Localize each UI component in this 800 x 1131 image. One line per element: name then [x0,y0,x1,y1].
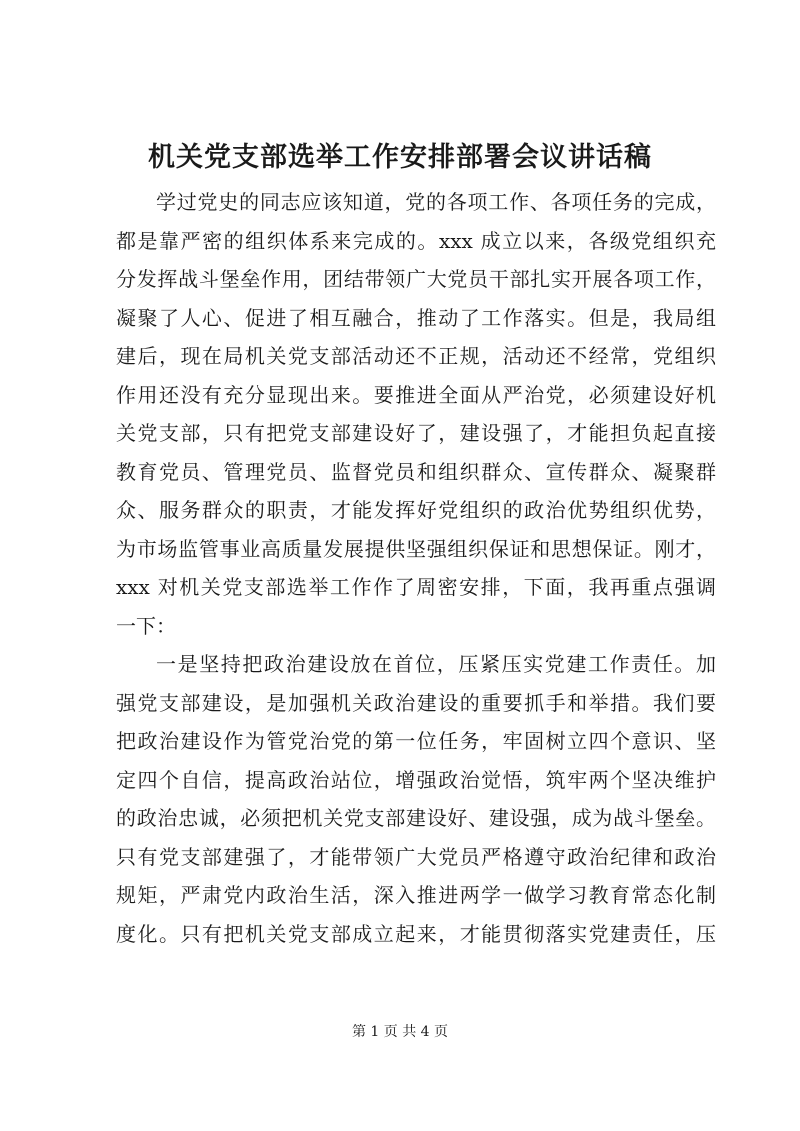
paragraph-line: 关党支部，只有把党支部建设好了，建设强了，才能担负起直接 [116,421,716,445]
paragraph-line: 众、服务群众的职责，才能发挥好党组织的政治优势组织优势， [116,498,716,522]
paragraph-line: 教育党员、管理党员、监督党员和组织群众、宣传群众、凝聚群 [116,459,716,484]
paragraph-line: 定四个自信，提高政治站位，增强政治觉悟，筑牢两个坚决维护 [116,767,716,792]
paragraph-line: 学过党史的同志应该知道，党的各项工作、各项任务的完成， [156,190,716,214]
paragraph-line: 建后，现在局机关党支部活动还不正规，活动还不经常，党组织 [116,344,716,368]
document-title: 机关党支部选举工作安排部署会议讲话稿 [148,142,652,173]
paragraph-2 [116,645,716,953]
page-footer: 第 1 页 共 4 页 [351,1024,449,1040]
paragraph-line: 强党支部建设，是加强机关政治建设的重要抓手和举措。我们要 [116,690,716,715]
paragraph-line: 一是坚持把政治建设放在首位，压紧压实党建工作责任。加 [156,652,716,676]
paragraph-line: 作用还没有充分显现出来。要推进全面从严治党，必须建设好机 [116,382,716,407]
paragraph-line: 都是靠严密的组织体系来完成的。xxx 成立以来，各级党组织充 [116,228,716,253]
paragraph-1 [116,183,716,645]
paragraph-line: 为市场监管事业高质量发展提供坚强组织保证和思想保证。刚才， [116,536,716,561]
paragraph-line: xxx 对机关党支部选举工作作了周密安排，下面，我再重点强调 [116,575,716,599]
paragraph-line: 分发挥战斗堡垒作用，团结带领广大党员干部扎实开展各项工作， [116,267,716,291]
paragraph-line: 只有党支部建强了，才能带领广大党员严格遵守政治纪律和政治 [116,844,716,869]
paragraph-line: 的政治忠诚，必须把机关党支部建设好、建设强，成为战斗堡垒。 [116,806,716,830]
paragraph-line: 度化。只有把机关党支部成立起来，才能贯彻落实党建责任，压 [116,921,716,946]
paragraph-line: 把政治建设作为管党治党的第一位任务，牢固树立四个意识、坚 [116,729,716,753]
paragraph-line: 一下： [116,613,176,638]
document-body [116,183,716,953]
paragraph-line: 规矩，严肃党内政治生活，深入推进两学一做学习教育常态化制 [116,883,716,907]
paragraph-line: 凝聚了人心、促进了相互融合，推动了工作落实。但是，我局组 [116,305,716,330]
